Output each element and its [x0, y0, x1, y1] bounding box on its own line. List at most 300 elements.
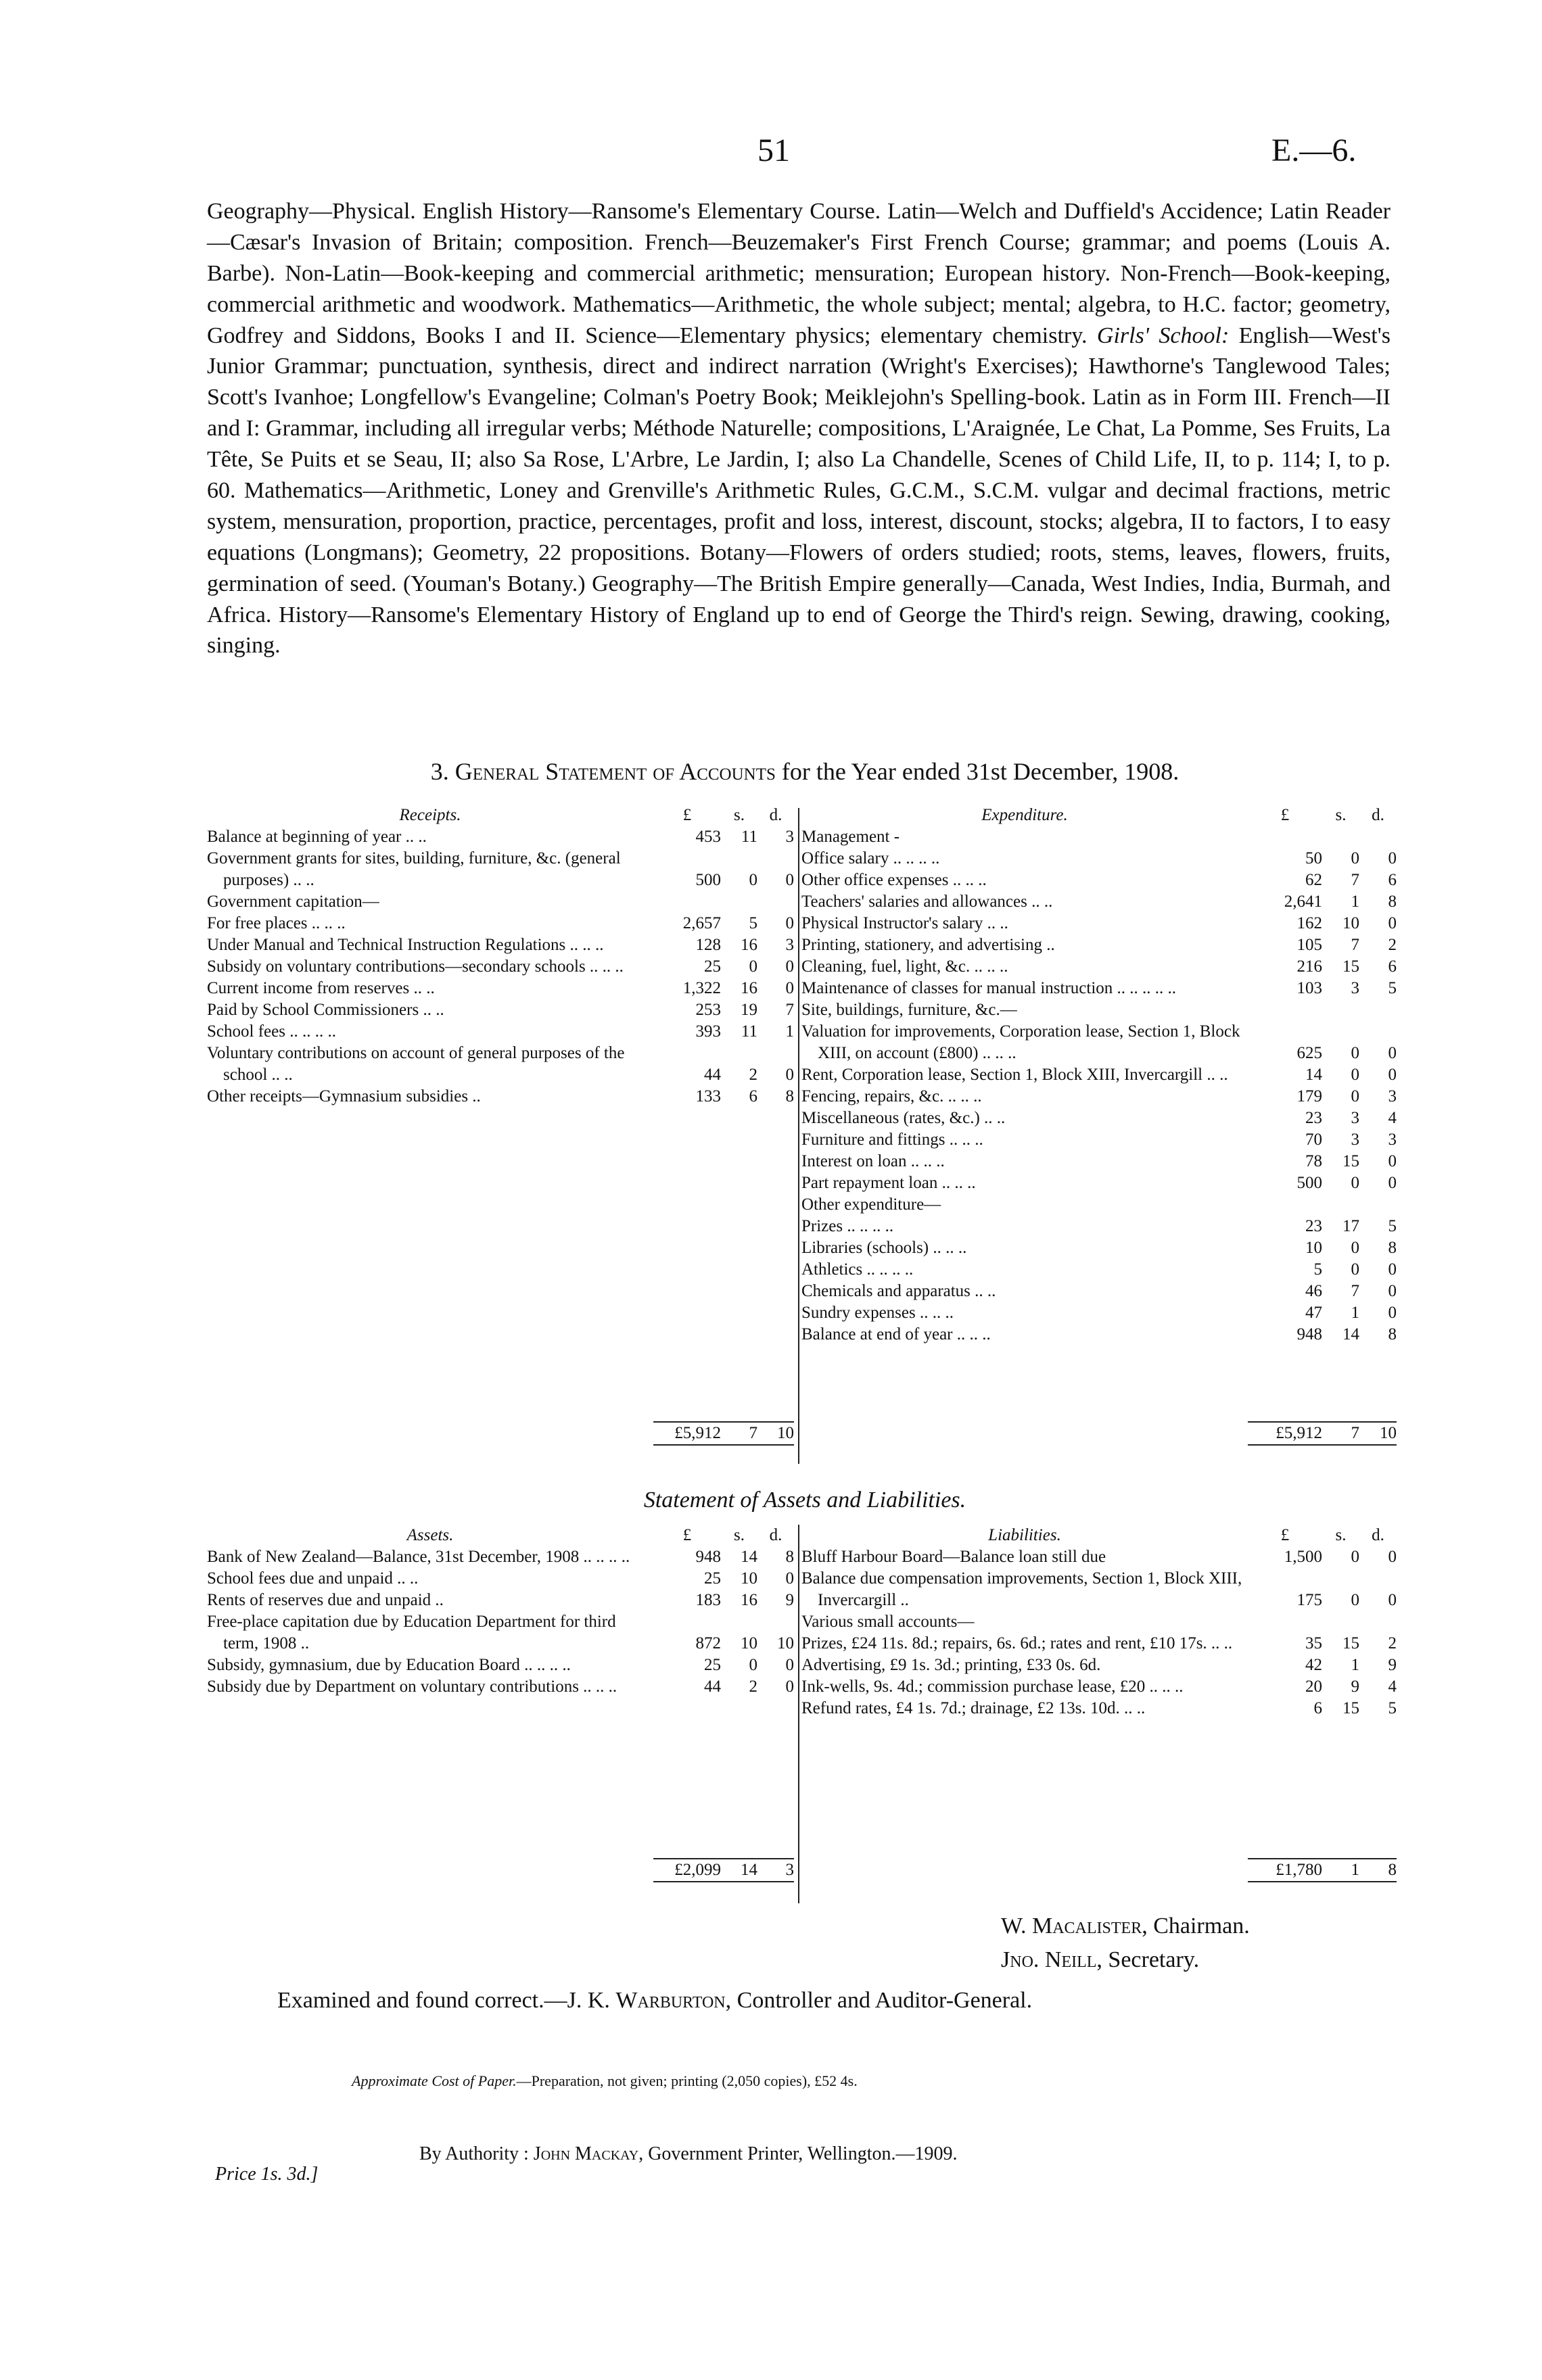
table-row [801, 1151, 1397, 1172]
shillings-cell: 7 [1351, 936, 1359, 954]
table-row [801, 1108, 1397, 1129]
row-label: Furniture and fittings .. .. .. [801, 1130, 983, 1149]
receipts-table [207, 805, 794, 1108]
row-label: Miscellaneous (rates, &c.) .. .. [801, 1109, 1006, 1127]
table-row [801, 891, 1397, 913]
examined-text: Examined and found correct.—J. K. [277, 1988, 610, 2013]
pence-cell: 8 [785, 1548, 794, 1566]
shillings-cell: 3 [1351, 979, 1359, 997]
shillings-cell: 11 [741, 1022, 757, 1041]
shillings-cell: 2 [749, 1066, 757, 1084]
pence-cell: 8 [785, 1087, 794, 1105]
pounds-header: £ [1280, 1526, 1290, 1544]
shillings-cell: 0 [749, 871, 757, 889]
row-label: Government grants for sites, building, furniture, &c. (general purposes) .. .. [207, 849, 621, 889]
pounds-cell: 948 [695, 1548, 721, 1566]
liabilities-total-pounds: £1,780 [1248, 1859, 1322, 1882]
shillings-cell: 3 [1351, 1109, 1359, 1127]
pence-cell: 4 [1388, 1677, 1397, 1696]
pounds-cell: 393 [695, 1022, 721, 1041]
pounds-cell: 14 [1305, 1066, 1322, 1084]
row-label: Valuation for improvements, Corporation lease, Section 1, Block XIII, on account (£800) .. .. .. [801, 1022, 1240, 1062]
table-row [801, 1676, 1397, 1698]
pence-cell: 10 [777, 1634, 794, 1652]
section-title-smallcaps: General Statement of Accounts [454, 758, 776, 785]
cost-note [352, 2072, 858, 2090]
section-number: 3. [430, 758, 449, 785]
pounds-cell: 128 [695, 936, 721, 954]
cost-note-label: Approximate Cost of Paper. [352, 2072, 517, 2089]
pounds-cell: 23 [1305, 1217, 1322, 1235]
assets-total-pence: 3 [757, 1859, 794, 1882]
pence-header: d. [769, 806, 782, 824]
chairman-title: Chairman. [1153, 1913, 1250, 1938]
row-label: Rents of reserves due and unpaid .. [207, 1591, 444, 1609]
table-row [207, 934, 794, 956]
pence-cell: 8 [1388, 1325, 1397, 1343]
pounds-cell: 1,500 [1284, 1548, 1322, 1566]
row-label: Maintenance of classes for manual instruction .. .. .. .. .. [801, 979, 1177, 997]
pounds-cell: 25 [704, 957, 721, 976]
table-row [801, 1611, 1397, 1633]
shillings-cell [1322, 1194, 1359, 1216]
row-label: Chemicals and apparatus .. .. [801, 1282, 996, 1300]
pounds-cell: 42 [1305, 1656, 1322, 1674]
secretary-title: Secretary. [1108, 1947, 1200, 1972]
receipts-total [653, 1421, 794, 1446]
row-label: Balance at end of year .. .. .. [801, 1325, 991, 1343]
pence-cell: 0 [785, 914, 794, 932]
shillings-cell: 0 [1351, 849, 1359, 867]
row-label: Prizes .. .. .. .. [801, 1217, 894, 1235]
pence-cell: 3 [1388, 1087, 1397, 1105]
pounds-cell: 47 [1305, 1304, 1322, 1322]
pence-cell: 2 [1388, 936, 1397, 954]
table-row [801, 1064, 1397, 1086]
shillings-cell: 11 [741, 828, 757, 846]
row-label: Current income from reserves .. .. [207, 979, 435, 997]
column-divider [798, 808, 799, 1464]
assets-total-shillings: 14 [721, 1859, 757, 1882]
expenditure-table [801, 805, 1397, 1346]
pence-cell: 3 [785, 828, 794, 846]
shillings-cell: 14 [1342, 1325, 1359, 1343]
shillings-cell: 5 [749, 914, 757, 932]
table-row [207, 913, 794, 934]
shillings-cell: 1 [1351, 892, 1359, 911]
pence-cell: 0 [785, 1677, 794, 1696]
pounds-cell [653, 891, 721, 913]
pounds-cell: 162 [1296, 914, 1322, 932]
table-row [801, 848, 1397, 870]
pounds-cell: 46 [1305, 1282, 1322, 1300]
row-label: Government capitation— [207, 892, 379, 911]
expenditure-total-pounds: £5,912 [1248, 1422, 1322, 1445]
pounds-cell: 70 [1305, 1130, 1322, 1149]
table-row [801, 1259, 1397, 1281]
pounds-cell: 253 [695, 1001, 721, 1019]
pounds-cell: 500 [1296, 1174, 1322, 1192]
row-label: Other expenditure— [801, 1195, 941, 1214]
table-row [207, 1611, 794, 1655]
pence-cell: 0 [1388, 1152, 1397, 1170]
shillings-cell: 14 [741, 1548, 757, 1566]
shillings-cell: 15 [1342, 1699, 1359, 1717]
row-label: Various small accounts— [801, 1613, 975, 1631]
pence-cell: 4 [1388, 1109, 1397, 1127]
shillings-cell: 1 [1351, 1304, 1359, 1322]
pence-cell: 3 [1388, 1130, 1397, 1149]
shillings-cell: 0 [1351, 1174, 1359, 1192]
examined-line [277, 1988, 1032, 2014]
table-row [801, 1546, 1397, 1568]
assets-total-pounds: £2,099 [653, 1859, 721, 1882]
pounds-cell [1248, 826, 1322, 848]
shillings-cell: 17 [1342, 1217, 1359, 1235]
pence-cell [757, 891, 794, 913]
pence-cell: 0 [785, 1569, 794, 1588]
pence-cell: 0 [1388, 1066, 1397, 1084]
pounds-cell: 948 [1296, 1325, 1322, 1343]
auditor-title: Controller and Auditor-General. [737, 1988, 1033, 2013]
row-label: Ink-wells, 9s. 4d.; commission purchase lease, £20 .. .. .. [801, 1677, 1184, 1696]
row-label: Subsidy due by Department on voluntary contributions .. .. .. [207, 1677, 617, 1696]
table-row [801, 1086, 1397, 1108]
shillings-cell: 2 [749, 1677, 757, 1696]
liabilities-total-pence: 8 [1359, 1859, 1397, 1882]
shillings-cell: 0 [1351, 1239, 1359, 1257]
pence-cell: 6 [1388, 957, 1397, 976]
row-label: Balance due compensation improvements, Section 1, Block XIII, Invercargill .. [801, 1569, 1242, 1609]
shillings-cell: 3 [1351, 1130, 1359, 1149]
shillings-cell: 0 [1351, 1087, 1359, 1105]
row-label: Balance at beginning of year .. .. [207, 828, 427, 846]
row-label: Interest on loan .. .. .. [801, 1152, 945, 1170]
pounds-cell: 1,322 [682, 979, 721, 997]
table-row [207, 1021, 794, 1043]
shillings-cell: 15 [1342, 957, 1359, 976]
table-row [801, 1172, 1397, 1194]
shillings-cell: 16 [741, 1591, 757, 1609]
pounds-header: £ [1280, 806, 1290, 824]
shillings-cell: 1 [1351, 1656, 1359, 1674]
row-label: School fees .. .. .. .. [207, 1022, 336, 1041]
pounds-cell: 133 [695, 1087, 721, 1105]
authority-line [419, 2143, 957, 2165]
secretary-signature [1001, 1947, 1199, 1973]
pence-cell: 0 [1388, 1174, 1397, 1192]
row-label: Printing, stationery, and advertising .. [801, 936, 1055, 954]
page-number: 51 [757, 133, 790, 168]
table-row [801, 1194, 1397, 1216]
table-row [801, 1568, 1397, 1611]
shillings-cell: 16 [741, 936, 757, 954]
row-label: Teachers' salaries and allowances .. .. [801, 892, 1053, 911]
shillings-cell: 9 [1351, 1677, 1359, 1696]
shillings-header: s. [734, 1526, 745, 1544]
shillings-cell: 16 [741, 979, 757, 997]
expenditure-total [1248, 1421, 1397, 1446]
pounds-cell: 103 [1296, 979, 1322, 997]
table-row [801, 1655, 1397, 1676]
pounds-cell [1248, 999, 1322, 1021]
pounds-cell: 10 [1305, 1239, 1322, 1257]
expenditure-total-pence: 10 [1359, 1422, 1397, 1445]
auditor-name: Warburton, [615, 1988, 732, 2013]
shillings-cell: 0 [1351, 1066, 1359, 1084]
row-label: Fencing, repairs, &c. .. .. .. [801, 1087, 982, 1105]
section-title-rest: for the Year ended 31st December, 1908. [781, 758, 1179, 785]
row-label: Subsidy, gymnasium, due by Education Board .. .. .. .. [207, 1656, 571, 1674]
row-label: Physical Instructor's salary .. .. [801, 914, 1008, 932]
pounds-cell: 625 [1296, 1044, 1322, 1062]
pounds-cell: 105 [1296, 936, 1322, 954]
pence-cell: 5 [1388, 1699, 1397, 1717]
pounds-cell: 2,641 [1284, 892, 1322, 911]
pence-cell: 0 [785, 871, 794, 889]
pence-cell: 0 [1388, 1044, 1397, 1062]
shillings-cell [721, 891, 757, 913]
row-label: Rent, Corporation lease, Section 1, Block XIII, Invercargill .. .. [801, 1066, 1228, 1084]
row-label: School fees due and unpaid .. .. [207, 1569, 419, 1588]
row-label: Other office expenses .. .. .. [801, 871, 987, 889]
row-label: Sundry expenses .. .. .. [801, 1304, 954, 1322]
chairman-name: W. Macalister, [1001, 1913, 1148, 1938]
row-label: Subsidy on voluntary contributions—secondary schools .. .. .. [207, 957, 624, 976]
table-row [801, 870, 1397, 891]
liabilities-total [1248, 1858, 1397, 1882]
row-label: Bank of New Zealand—Balance, 31st December, 1908 .. .. .. .. [207, 1548, 630, 1566]
shillings-cell: 0 [749, 957, 757, 976]
pounds-cell: 25 [704, 1656, 721, 1674]
shillings-cell: 7 [1351, 871, 1359, 889]
table-row [207, 1568, 794, 1590]
pounds-cell: 6 [1313, 1699, 1322, 1717]
row-label: Management - [801, 828, 900, 846]
row-label: Prizes, £24 11s. 8d.; repairs, 6s. 6d.; rates and rent, £10 17s. .. .. [801, 1634, 1233, 1652]
shillings-cell [1322, 826, 1359, 848]
liabilities-heading: Liabilities. [988, 1526, 1061, 1544]
pence-cell: 2 [1388, 1634, 1397, 1652]
table-row [801, 1021, 1397, 1064]
pence-cell: 3 [785, 936, 794, 954]
shillings-cell: 10 [741, 1634, 757, 1652]
table-row [207, 1655, 794, 1676]
pence-cell: 1 [785, 1022, 794, 1041]
table-row [801, 978, 1397, 999]
shillings-cell [1322, 999, 1359, 1021]
table-row [207, 978, 794, 999]
row-label: Other receipts—Gymnasium subsidies .. [207, 1087, 481, 1105]
shillings-header: s. [734, 806, 745, 824]
pounds-cell: 62 [1305, 871, 1322, 889]
paragraph-part-1: Geography—Physical. English History—Ransome's Elementary Course. Latin—Welch and Duffield's Accidence; Latin Reader—Cæsar's Invasion of Britain; composition. French—Beuzemaker's First French Course; grammar; and poems (Louis A. Barbe). Non-Latin—Book-keeping and commercial arithmetic; mensuration; European history. Non-French—Book-keeping, commercial arithmetic and woodwork. Mathematics—Arithmetic, the whole subject; mental; algebra, to H.C. factor; geometry, Godfrey and Siddons, Books I and II. Science—Elementary physics; elementary chemistry. [207, 199, 1391, 348]
authority-suffix: Government Printer, Wellington.—1909. [648, 2143, 958, 2164]
table-row [207, 1590, 794, 1611]
shillings-header: s. [1335, 806, 1347, 824]
shillings-cell: 0 [1351, 1044, 1359, 1062]
receipts-total-pounds: £5,912 [653, 1422, 721, 1445]
assets-total [653, 1858, 794, 1882]
pence-header: d. [1372, 806, 1384, 824]
pence-cell: 9 [785, 1591, 794, 1609]
row-label: Athletics .. .. .. .. [801, 1260, 914, 1279]
pence-cell: 0 [1388, 914, 1397, 932]
row-label: Under Manual and Technical Instruction Regulations .. .. .. [207, 936, 604, 954]
shillings-cell: 7 [1351, 1282, 1359, 1300]
pounds-cell: 35 [1305, 1634, 1322, 1652]
row-label: Paid by School Commissioners .. .. [207, 1001, 444, 1019]
table-row [801, 1216, 1397, 1237]
pence-cell: 5 [1388, 979, 1397, 997]
pence-cell: 0 [1388, 1548, 1397, 1566]
table-row [801, 826, 1397, 848]
shillings-cell: 19 [741, 1001, 757, 1019]
printer-name: John Mackay, [533, 2143, 644, 2164]
pence-cell: 8 [1388, 1239, 1397, 1257]
shillings-cell [1322, 1611, 1359, 1633]
authority-prefix: By Authority : [419, 2143, 529, 2164]
row-label: Office salary .. .. .. .. [801, 849, 940, 867]
table-row [801, 1281, 1397, 1302]
row-label: Cleaning, fuel, light, &c. .. .. .. [801, 957, 1008, 976]
pence-cell [1359, 1611, 1397, 1633]
table-row [801, 999, 1397, 1021]
pounds-cell: 44 [704, 1066, 721, 1084]
pounds-cell: 453 [695, 828, 721, 846]
liabilities-total-shillings: 1 [1322, 1859, 1359, 1882]
price-label: Price 1s. 3d.] [215, 2164, 319, 2185]
table-row [207, 1086, 794, 1108]
shillings-cell: 0 [1351, 1591, 1359, 1609]
table-row [801, 1237, 1397, 1259]
table-row [801, 1324, 1397, 1346]
pence-cell: 0 [785, 1066, 794, 1084]
shillings-header: s. [1335, 1526, 1347, 1544]
girls-school-label: Girls' School: [1096, 323, 1230, 348]
pounds-cell: 183 [695, 1591, 721, 1609]
pence-cell: 0 [1388, 1304, 1397, 1322]
shillings-cell: 0 [1351, 1260, 1359, 1279]
pounds-cell [1248, 1194, 1322, 1216]
pounds-cell: 25 [704, 1569, 721, 1588]
table-row [207, 956, 794, 978]
pence-cell [1359, 999, 1397, 1021]
shillings-cell: 0 [749, 1656, 757, 1674]
document-reference: E.—6. [1271, 133, 1357, 168]
statement-title: Statement of Assets and Liabilities. [643, 1488, 966, 1513]
table-row [801, 913, 1397, 934]
row-label: Part repayment loan .. .. .. [801, 1174, 976, 1192]
pounds-cell: 23 [1305, 1109, 1322, 1127]
table-row [801, 1302, 1397, 1324]
liabilities-table [801, 1525, 1397, 1719]
row-label: Free-place capitation due by Education Department for third term, 1908 .. [207, 1613, 616, 1652]
table-row [207, 1676, 794, 1698]
table-row [207, 1043, 794, 1086]
assets-heading: Assets. [406, 1526, 454, 1544]
pounds-cell: 216 [1296, 957, 1322, 976]
table-row [801, 934, 1397, 956]
cost-note-text: —Preparation, not given; printing (2,050 copies), £52 4s. [516, 2072, 858, 2089]
pounds-cell: 2,657 [682, 914, 721, 932]
pounds-cell [1248, 1611, 1322, 1633]
table-row [207, 999, 794, 1021]
pounds-cell: 872 [695, 1634, 721, 1652]
pence-cell: 7 [785, 1001, 794, 1019]
pence-cell: 0 [1388, 849, 1397, 867]
pounds-cell: 179 [1296, 1087, 1322, 1105]
pence-cell [1359, 1194, 1397, 1216]
table-row [207, 826, 794, 848]
pence-cell: 0 [1388, 1282, 1397, 1300]
receipts-total-shillings: 7 [721, 1422, 757, 1445]
table-row [801, 956, 1397, 978]
shillings-cell: 6 [749, 1087, 757, 1105]
pence-cell: 0 [785, 979, 794, 997]
table-row [207, 891, 794, 913]
shillings-cell: 15 [1342, 1152, 1359, 1170]
pence-cell: 9 [1388, 1656, 1397, 1674]
pence-cell: 8 [1388, 892, 1397, 911]
pence-cell [1359, 826, 1397, 848]
receipts-total-pence: 10 [757, 1422, 794, 1445]
pence-cell: 0 [1388, 1260, 1397, 1279]
pence-cell: 5 [1388, 1217, 1397, 1235]
pounds-header: £ [682, 806, 692, 824]
pounds-cell: 44 [704, 1677, 721, 1696]
pounds-cell: 20 [1305, 1677, 1322, 1696]
pence-cell: 6 [1388, 871, 1397, 889]
table-row [801, 1129, 1397, 1151]
expenditure-heading: Expenditure. [981, 806, 1068, 824]
pence-header: d. [1372, 1526, 1384, 1544]
shillings-cell: 10 [1342, 914, 1359, 932]
shillings-cell: 0 [1351, 1548, 1359, 1566]
pence-cell: 0 [785, 957, 794, 976]
row-label: Bluff Harbour Board—Balance loan still due [801, 1548, 1106, 1566]
table-row [207, 1546, 794, 1568]
pence-cell: 0 [785, 1656, 794, 1674]
row-label: For free places .. .. .. [207, 914, 346, 932]
row-label: Voluntary contributions on account of general purposes of the school .. .. [207, 1044, 625, 1084]
pounds-header: £ [682, 1526, 692, 1544]
table-row [801, 1633, 1397, 1655]
expenditure-total-shillings: 7 [1322, 1422, 1359, 1445]
row-label: Refund rates, £4 1s. 7d.; drainage, £2 13s. 10d. .. .. [801, 1699, 1146, 1717]
shillings-cell: 15 [1342, 1634, 1359, 1652]
chairman-signature [1001, 1913, 1250, 1939]
row-label: Libraries (schools) .. .. .. [801, 1239, 967, 1257]
pounds-cell: 78 [1305, 1152, 1322, 1170]
pounds-cell: 175 [1296, 1591, 1322, 1609]
curriculum-paragraph [207, 196, 1391, 661]
pence-header: d. [769, 1526, 782, 1544]
accounts-section-title [203, 757, 1407, 786]
pounds-cell: 500 [695, 871, 721, 889]
paragraph-part-2: English—West's Junior Grammar; punctuation, synthesis, direct and indirect narration (Wright's Exercises); Hawthorne's Tanglewood Tales; Scott's Ivanhoe; Longfellow's Evangeline; Colman's Poetry Book; Meiklejohn's Spelling-book. Latin as in Form III. French—II and I: Grammar, including all irregular verbs; Méthode Naturelle; compositions, L'Araignée, Le Chat, La Pomme, Ses Fruits, La Tête, Se Puits et se Seau, II; also Sa Rose, L'Arbre, Le Jardin, I; also La Chandelle, Scenes of Child Life, II, to p. 114; I, to p. 60. Mathematics—Arithmetic, Loney and Grenville's Arithmetic Rules, G.C.M., S.C.M. vulgar and decimal fractions, metric system, mensuration, proportion, practice, percentages, profit and loss, interest, discount, stocks; algebra, II to factors, I to easy equations (Longmans); Geometry, 22 propositions. Botany—Flowers of orders studied; roots, stems, leaves, flowers, fruits, germination of seed. (Youman's Botany.) Geography—The British Empire generally—Canada, West Indies, India, Burmah, and Africa. History—Ransome's Elementary History of England up to end of George the Third's reign. Sewing, drawing, cooking, singing. [207, 323, 1391, 659]
pence-cell: 0 [1388, 1591, 1397, 1609]
table-row [801, 1698, 1397, 1719]
row-label: Advertising, £9 1s. 3d.; printing, £33 0s. 6d. [801, 1656, 1101, 1674]
table-row [207, 848, 794, 891]
pounds-cell: 50 [1305, 849, 1322, 867]
secretary-name: Jno. Neill, [1001, 1947, 1102, 1972]
shillings-cell: 10 [741, 1569, 757, 1588]
pounds-cell: 5 [1313, 1260, 1322, 1279]
receipts-heading: Receipts. [399, 806, 461, 824]
column-divider [798, 1525, 799, 1903]
